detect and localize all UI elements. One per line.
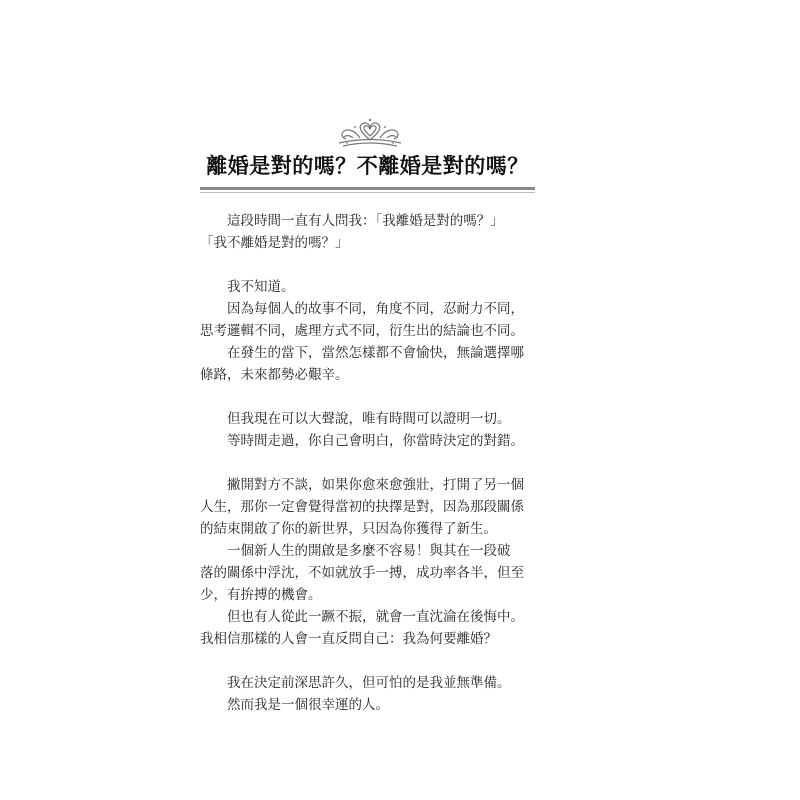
paragraph: 但我現在可以大聲說，唯有時間可以證明一切。 <box>200 411 511 427</box>
paragraph-spacer <box>200 452 535 474</box>
title-divider <box>200 187 535 193</box>
chapter-title: 離婚是對的嗎？不離婚是對的嗎？ <box>206 154 529 178</box>
paragraph-spacer <box>200 650 535 672</box>
paragraph: 我不知道。 <box>200 279 295 295</box>
paragraph: 等時間走過，你自己會明白，你當時決定的對錯。 <box>200 433 524 449</box>
paragraph: 因為每個人的故事不同，角度不同，忍耐力不同， 思考邏輯不同，處理方式不同，衍生出的結論也不同。 <box>200 301 524 339</box>
paragraph: 一個新人生的開啟是多麼不容易！與其在一段破 落的關係中浮沈，不如就放手一搏，成功率各半，但至 少，有拚搏的機會。 <box>200 543 524 603</box>
paragraph: 這段時間一直有人問我：「我離婚是對的嗎？」 「我不離婚是對的嗎？」 <box>200 213 504 251</box>
paragraph: 但也有人從此一蹶不振，就會一直沈淪在後悔中。 我相信那樣的人會一直反問自己：我為何要離婚？ <box>200 609 524 647</box>
paragraph: 然而我是一個很幸運的人。 <box>200 697 389 713</box>
paragraph: 撇開對方不談，如果你愈來愈強壯，打開了另一個 人生，那你一定會覺得當初的抉擇是對，因為那段關係 的結束開啟了你的新世界，只因為你獲得了新生。 <box>200 477 524 537</box>
paragraph: 在發生的當下，當然怎樣都不會愉快，無論選擇哪 條路，未來都勢必艱辛。 <box>200 345 524 383</box>
paragraph-spacer <box>200 254 535 276</box>
body-text <box>200 210 535 716</box>
paragraph-spacer <box>200 386 535 408</box>
heart-crown-ornament-icon <box>333 116 407 150</box>
paragraph: 我在決定前深思許久，但可怕的是我並無準備。 <box>200 675 511 691</box>
